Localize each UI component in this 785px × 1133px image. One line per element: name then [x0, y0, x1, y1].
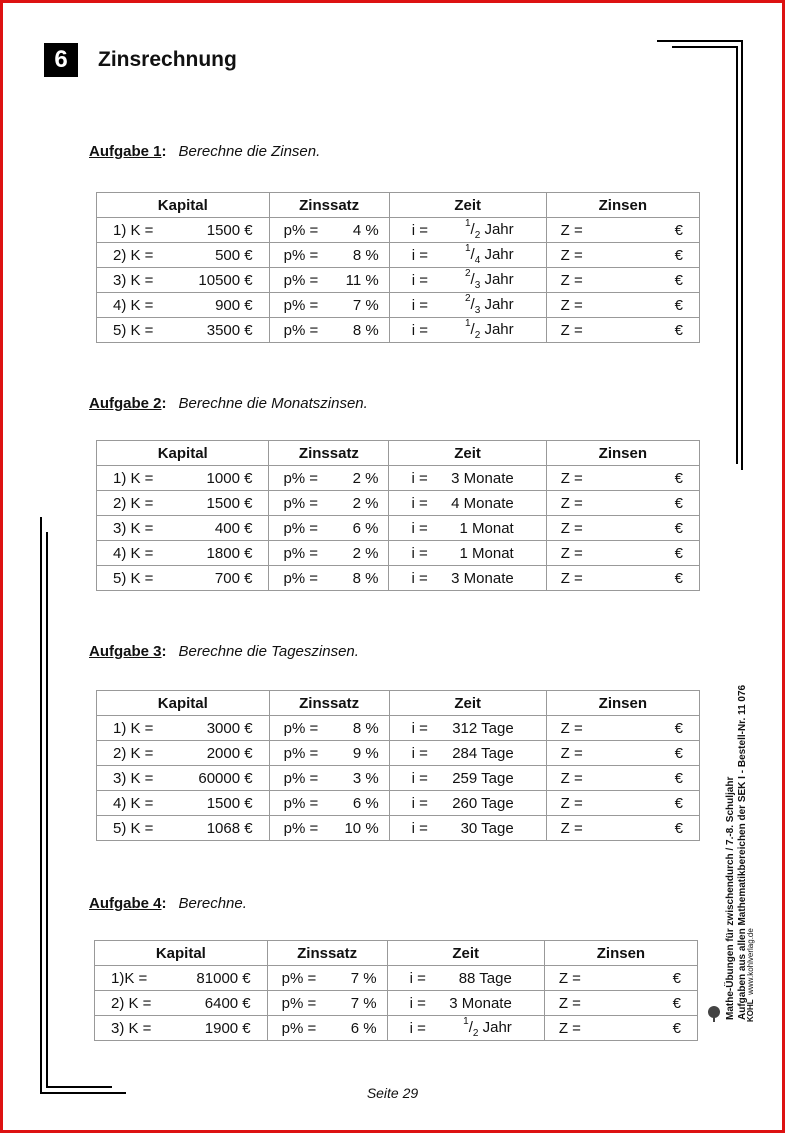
table-row: 1)K = 81000 € p% = 7 % i = 88 Tage Z = €	[95, 966, 698, 991]
table-row: 2) K = 500 € p% = 8 % i = $^1/_4$ Jahr Z = €	[97, 243, 700, 268]
table-row: 3) K = 400 € p% = 6 % i = 1 Monat Z = €	[97, 516, 700, 541]
table-row: 3) K = 60000 € p% = 3 % i = 259 Tage Z = €	[97, 766, 700, 791]
table-header-row: Kapital Zinssatz Zeit Zinsen	[97, 193, 700, 218]
frame-line-right-2	[736, 46, 738, 464]
sidebar-publisher-info: Mathe-Übungen für zwischendurch / 7.-8. Schuljahr Aufgaben aus allen Mathematikbereichen der SEK I - Bestell-Nr. 11 076	[725, 684, 748, 1020]
task-1-table	[96, 192, 700, 343]
table-row: 5) K = 1068 € p% = 10 % i = 30 Tage Z = €	[97, 816, 700, 841]
table-row: 3) K = 1900 € p% = 6 % i = $^1/_2$ Jahr Z = €	[95, 1016, 698, 1041]
table-row: 1) K = 3000 € p% = 8 % i = 312 Tage Z = €	[97, 716, 700, 741]
table-row: 4) K = 900 € p% = 7 % i = $^2/_3$ Jahr Z = €	[97, 293, 700, 318]
chapter-number-badge: 6	[44, 43, 78, 77]
frame-line-left-1	[40, 517, 42, 1094]
frame-line-top-1	[657, 40, 743, 42]
table-row: 4) K = 1500 € p% = 6 % i = 260 Tage Z = €	[97, 791, 700, 816]
task-1-heading: Aufgabe 1: Berechne die Zinsen.	[89, 143, 321, 160]
task-4-table	[94, 940, 698, 1041]
table-row: 1) K = 1000 € p% = 2 % i = 3 Monate Z = €	[97, 466, 700, 491]
publisher-logo	[703, 962, 725, 1024]
table-row: 1) K = 1500 € p% = 4 % i = $^1/_2$ Jahr Z = €	[97, 218, 700, 243]
table-header-row: Kapital Zinssatz Zeit Zinsen	[97, 691, 700, 716]
publisher-url: KOHL www.kohlverlag.de	[746, 928, 755, 1022]
table-row: 2) K = 2000 € p% = 9 % i = 284 Tage Z = €	[97, 741, 700, 766]
table-row: 5) K = 3500 € p% = 8 % i = $^1/_2$ Jahr Z = €	[97, 318, 700, 343]
frame-line-left-2	[46, 532, 48, 1088]
table-row: 5) K = 700 € p% = 8 % i = 3 Monate Z = €	[97, 566, 700, 591]
task-3-table	[96, 690, 700, 841]
frame-line-top-2	[672, 46, 738, 48]
table-row: 2) K = 6400 € p% = 7 % i = 3 Monate Z = €	[95, 991, 698, 1016]
table-header-row: Kapital Zinssatz Zeit Zinsen	[97, 441, 700, 466]
task-3-heading: Aufgabe 3: Berechne die Tageszinsen.	[89, 643, 359, 660]
task-2-table	[96, 440, 700, 591]
page-number: Seite 29	[366, 1085, 419, 1101]
table-header-row: Kapital Zinssatz Zeit Zinsen	[95, 941, 698, 966]
frame-line-right-1	[741, 40, 743, 470]
task-2-heading: Aufgabe 2: Berechne die Monatszinsen.	[89, 395, 368, 412]
table-row: 4) K = 1800 € p% = 2 % i = 1 Monat Z = €	[97, 541, 700, 566]
task-4-heading: Aufgabe 4: Berechne.	[89, 895, 247, 912]
table-row: 2) K = 1500 € p% = 2 % i = 4 Monate Z = €	[97, 491, 700, 516]
table-row: 3) K = 10500 € p% = 11 % i = $^2/_3$ Jahr Z = €	[97, 268, 700, 293]
chapter-title: Zinsrechnung	[98, 48, 237, 71]
